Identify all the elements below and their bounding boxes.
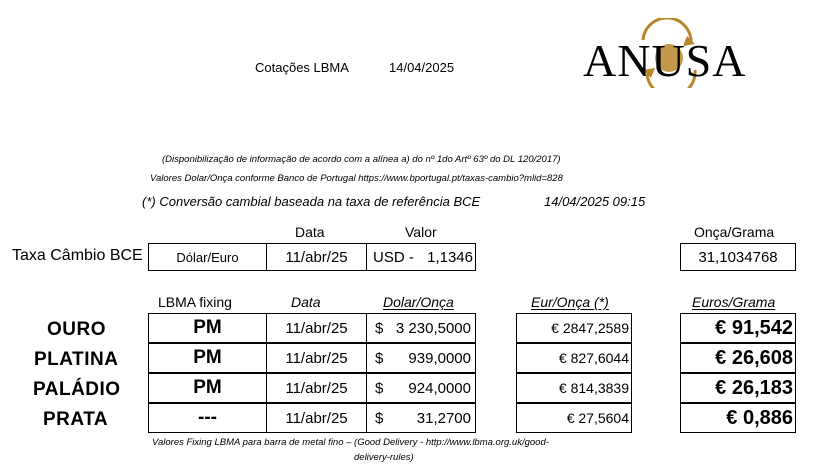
table-row <box>148 343 476 373</box>
eur-oz-value: € 2847,2589 <box>551 320 629 336</box>
date-cell: 11/abr/25 <box>267 374 367 402</box>
oz-gram-value: 31,1034768 <box>698 248 778 266</box>
eur-g-box <box>680 313 796 343</box>
eur-g-value: € 91,542 <box>715 316 793 339</box>
eur-g-value: € 0,886 <box>726 406 793 429</box>
usd-value: 924,0000 <box>408 379 471 397</box>
fixing-cell: --- <box>149 404 267 432</box>
eur-g-value: € 26,183 <box>715 376 793 399</box>
eur-oz-value: € 814,3839 <box>558 380 629 396</box>
eur-g-box <box>680 373 796 403</box>
exchange-rate: 1,1346 <box>427 248 473 266</box>
fixing-cell: PM <box>149 314 267 342</box>
table-row <box>148 313 476 343</box>
eur-g-value: € 26,608 <box>715 346 793 369</box>
exchange-col-oz-gram: Onça/Grama <box>694 224 775 240</box>
usd-value: 939,0000 <box>408 349 471 367</box>
usd-symbol: $ <box>375 319 384 337</box>
conversion-datetime: 14/04/2025 09:15 <box>544 194 646 209</box>
exchange-label: Taxa Câmbio BCE <box>12 247 143 264</box>
page-title: Cotações LBMA <box>255 60 349 75</box>
eur-oz-box <box>516 343 632 373</box>
metal-label: PLATINA <box>34 349 119 370</box>
exchange-col-valor: Valor <box>405 224 437 240</box>
col-header-fixing: LBMA fixing <box>158 294 232 310</box>
exchange-pair: Dólar/Euro <box>149 244 267 270</box>
conversion-note: (*) Conversão cambial baseada na taxa de referência BCE <box>142 194 481 209</box>
usd-symbol: $ <box>375 349 384 367</box>
table-row <box>148 403 476 433</box>
usd-value: 3 230,5000 <box>395 319 471 337</box>
col-header-eur-g: Euros/Grama <box>692 294 776 310</box>
date-cell: 11/abr/25 <box>267 404 367 432</box>
metal-label: PALÁDIO <box>33 379 121 400</box>
exchange-row <box>148 243 476 271</box>
eur-oz-box <box>516 373 632 403</box>
footer-note-cont: delivery-rules) <box>354 452 414 463</box>
eur-g-box <box>680 343 796 373</box>
fixing-cell: PM <box>149 374 267 402</box>
exchange-date: 11/abr/25 <box>267 244 367 270</box>
usd-symbol: $ <box>375 379 384 397</box>
anusa-logo <box>583 18 763 88</box>
eur-oz-box <box>516 313 632 343</box>
eur-oz-box <box>516 403 632 433</box>
footer-note: Valores Fixing LBMA para barra de metal fino – (Good Delivery - http://www.lbma.org.uk/good- <box>152 437 549 448</box>
usd-value: 31,2700 <box>416 409 471 427</box>
eur-oz-value: € 827,6044 <box>558 350 629 366</box>
date-cell: 11/abr/25 <box>267 314 367 342</box>
logo-text: ANUSA <box>583 35 747 86</box>
source-note: Valores Dolar/Onça conforme Banco de Portugal https://www.bportugal.pt/taxas-cambio?mlid=828 <box>150 173 563 184</box>
exchange-currency: USD - <box>373 248 414 266</box>
metal-label: PRATA <box>43 409 109 430</box>
legal-note: (Disponibilização de informação de acordo com a alínea a) do nº 1do Artº 63º do DL 120/2017) <box>162 154 561 165</box>
oz-gram-box <box>680 243 796 271</box>
table-row <box>148 373 476 403</box>
header-date: 14/04/2025 <box>389 60 455 75</box>
metal-label: OURO <box>47 319 106 340</box>
col-header-dolar: Dolar/Onça <box>383 294 454 310</box>
fixing-cell: PM <box>149 344 267 372</box>
usd-symbol: $ <box>375 409 384 427</box>
col-header-eur-oz: Eur/Onça (*) <box>531 294 609 310</box>
date-cell: 11/abr/25 <box>267 344 367 372</box>
eur-oz-value: € 27,5604 <box>566 410 629 426</box>
eur-g-box <box>680 403 796 433</box>
exchange-col-data: Data <box>295 224 325 240</box>
col-header-data: Data <box>291 294 321 310</box>
